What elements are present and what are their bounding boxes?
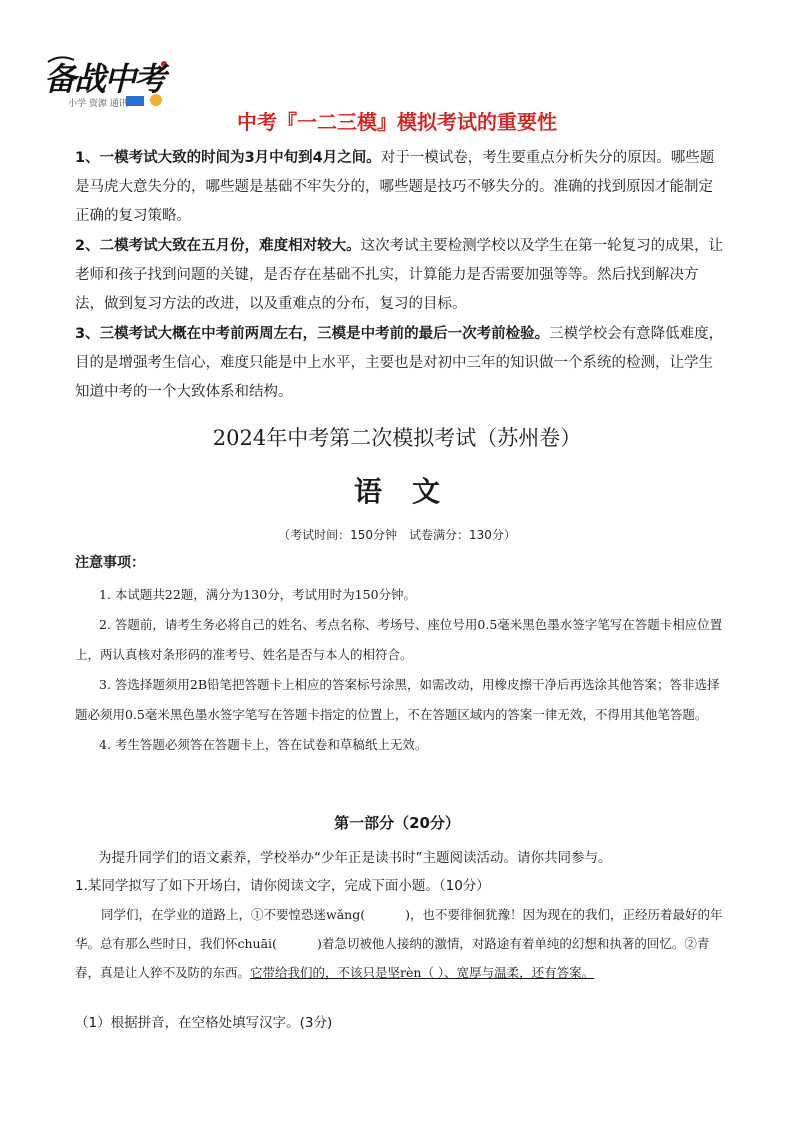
passage-text: 同学们，在学业的道路上，①不要惶恐迷wǎng(: [101, 907, 366, 922]
intro-paragraph-2: [75, 232, 725, 319]
note-item: 3. 答选择题须用2B铅笔把答题卡上相应的答案标号涂黑，如需改动，用橡皮擦干净后再选涂其他答案；答非选择题必须用0.5毫米黑色墨水签字笔写在答题卡指定的位置上，不在答题区域内的答案一律无效，不得用其他笔答题。: [75, 677, 720, 722]
note-item: 1. 本试题共22题，满分为130分，考试用时为150分钟。: [99, 587, 417, 602]
intro-paragraph-3: [75, 320, 725, 407]
intro-bold: 2、二模考试大致在五月份，难度相对较大。: [75, 238, 361, 254]
sub-question-1: （1）根据拼音，在空格处填写汉字。(3分): [75, 1015, 333, 1031]
intro-bold: 1、一模考试大致的时间为3月中旬到4月之间。: [75, 150, 381, 166]
intro-text: 这次考试主要检测学校以及学生在第一轮复习的成果，让老师和孩子找到问题的关键，是否存在基础不扎实，计算能力是否需要加强等等。然后找到解决方法，做到复习方法的改进，以及重难点的分布，复习的目标。: [75, 238, 724, 312]
passage-underlined-text: 它带给我们的，不该只是坚rèn（ ）、宽厚与温柔，还有答案。: [250, 965, 595, 980]
intro-paragraph-1: [75, 144, 725, 231]
question-1: 1.某同学拟写了如下开场白，请你阅读文字，完成下面小题。（10分）: [75, 878, 490, 894]
part-intro: 为提升同学们的语文素养，学校举办“少年正是读书时”主题阅读活动。请你共同参与。: [98, 850, 612, 866]
passage-text: )着急切被他人接纳的激情，对路途有着单纯的幻想和执著的回忆。②青春，真是让人猝不及防的东西。: [75, 936, 710, 980]
note-item: 4. 考生答题必须答在答题卡上，答在试卷和草稿纸上无效。: [99, 737, 428, 752]
exam-title: 2024年中考第二次模拟考试（苏州卷）: [212, 426, 582, 450]
part-title: 第一部分（20分）: [334, 814, 460, 832]
passage-text: )，也不要徘徊犹豫！因为现在的我们，正经历着最好的年华。总有那么些时日，我们怀chuāi(: [75, 907, 723, 951]
notes-list: [75, 580, 725, 760]
logo-text: 备战中考: [44, 60, 165, 98]
intro-text: 三模学校会有意降低难度，目的是增强考生信心，难度只能是中上水平，主要也是对初中三年的知识做一个系统的检测，让学生知道中考的一个大致体系和结构。: [75, 326, 724, 400]
intro-bold: 3、三模考试大概在中考前两周左右，三模是中考前的最后一次考前检验。: [75, 326, 550, 342]
logo-subtext: 小学 资源 通讯: [68, 99, 128, 109]
intro-text: 对于一模试卷，考生要重点分析失分的原因。哪些题是马虎大意失分的，哪些题是基础不牢失分的，哪些题是技巧不够失分的。准确的找到原因才能制定正确的复习策略。: [75, 150, 715, 224]
main-title: 中考『一二三模』模拟考试的重要性: [237, 110, 557, 134]
exam-time-info: （考试时间：150分钟 试卷满分：130分）: [278, 528, 516, 542]
subject-title: 语文: [353, 475, 470, 508]
passage: [75, 900, 725, 987]
note-item: 2. 答题前，请考生务必将自己的姓名、考点名称、考场号、座位号用0.5毫米黑色墨水签字笔写在答题卡相应位置上，两认真核对条形码的准考号、姓名是否与本人的相符合。: [75, 617, 723, 662]
notes-title: 注意事项：: [75, 555, 145, 571]
